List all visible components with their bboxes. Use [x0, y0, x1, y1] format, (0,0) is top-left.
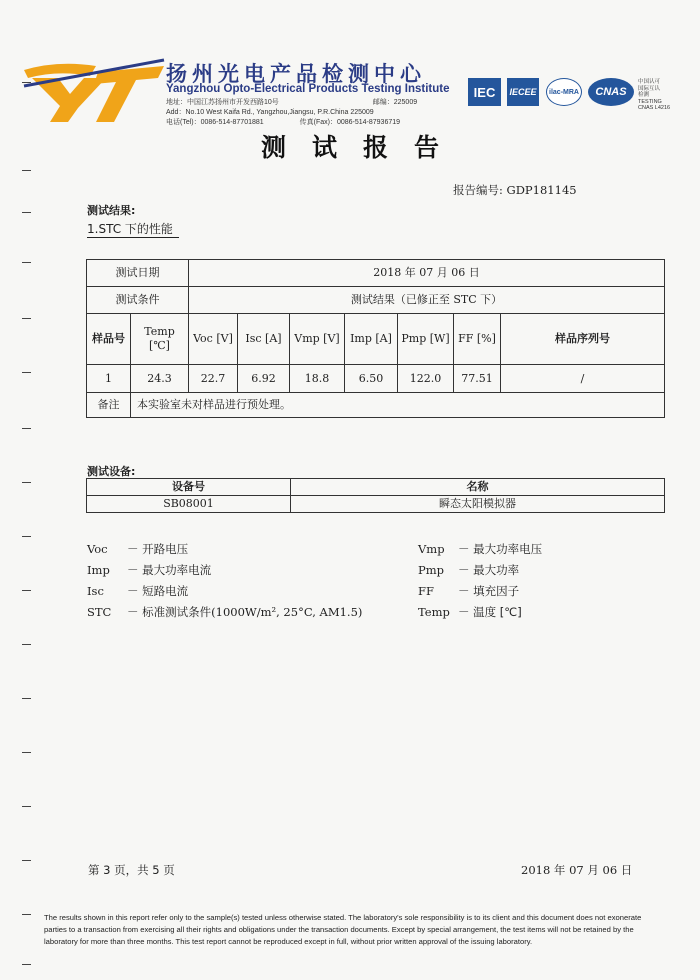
cell-pmp: 122.0 — [398, 365, 454, 393]
section-equipment-heading: 测试设备: — [87, 465, 136, 478]
cell-imp: 6.50 — [345, 365, 398, 393]
header-serial-no: 样品序列号 — [501, 314, 665, 365]
legend-vmp: Vmp － 最大功率电压 — [418, 542, 543, 556]
section-stc-heading: 1.STC 下的性能 — [87, 220, 179, 238]
cell-ff: 77.51 — [454, 365, 501, 393]
telephone: 电话(Tel)：0086-514-87701881 — [166, 119, 264, 126]
header-temp: Temp [℃] — [131, 314, 189, 365]
iec-logo: IEC — [468, 78, 501, 106]
legend-pmp: Pmp － 最大功率 — [418, 563, 520, 577]
test-condition-label: 测试条件 — [87, 287, 189, 314]
cnas-logo: CNAS — [588, 78, 634, 106]
cell-voc: 22.7 — [189, 365, 238, 393]
header-ff: FF [%] — [454, 314, 501, 365]
table-row — [87, 496, 665, 513]
cell-sample-no: 1 — [87, 365, 131, 393]
disclaimer-text: The results shown in this report refer only to the sample(s) tested unless otherwise stated. The laboratory's sole responsibility is to its client and this document does not exonerate parties to a transaction from exercising all their rights and obligations under the transaction documents. Except by special arrangement, the test items will not be retained by the laboratory for more than three months. This test report cannot be reproduced except in full, without prior written approval of the issuing laboratory. — [44, 913, 642, 946]
header-voc: Voc [V] — [189, 314, 238, 365]
legend-ff: FF － 填充因子 — [418, 584, 520, 598]
header-sample-no: 样品号 — [87, 314, 131, 365]
fax: 传真(Fax)：0086-514-87936719 — [299, 119, 401, 126]
equipment-table — [86, 478, 665, 513]
remark-label: 备注 — [87, 393, 131, 418]
header-imp: Imp [A] — [345, 314, 398, 365]
header-pmp: Pmp [W] — [398, 314, 454, 365]
report-number: 报告编号: GDP181145 — [453, 183, 577, 197]
ilac-mra-logo: ilac-MRA — [546, 78, 582, 106]
header-vmp: Vmp [V] — [290, 314, 345, 365]
contact-line — [166, 117, 400, 127]
legend-temp: Temp － 温度 [℃] — [418, 605, 522, 619]
header-equipment-no: 设备号 — [87, 479, 291, 496]
footer-date: 2018 年 07 月 06 日 — [521, 863, 633, 877]
test-date-value: 2018 年 07 月 06 日 — [189, 260, 665, 287]
address-cn: 地址：中国江苏扬州市开发西路10号 — [166, 99, 279, 106]
address-line-cn — [166, 97, 417, 107]
test-date-label: 测试日期 — [87, 260, 189, 287]
results-table — [86, 259, 665, 418]
test-condition-value: 测试结果（已修正至 STC 下） — [189, 287, 665, 314]
postcode: 邮编：225009 — [372, 99, 418, 106]
legend-voc: Voc － 开路电压 — [87, 542, 189, 556]
yt-logo-icon — [18, 56, 168, 126]
cell-equipment-no: SB08001 — [87, 496, 291, 513]
report-title: 测试报告 — [260, 133, 465, 162]
header-equipment-name: 名称 — [291, 479, 665, 496]
remark-value: 本实验室未对样品进行预处理。 — [131, 393, 665, 418]
legend-imp: Imp － 最大功率电流 — [87, 563, 212, 577]
cell-temp: 24.3 — [131, 365, 189, 393]
institute-name-en: Yangzhou Opto-Electrical Products Testing Institute — [166, 83, 450, 95]
legend-stc: STC － 标准测试条件(1000W/m², 25°C, AM1.5) — [87, 605, 363, 619]
iecee-logo: IECEE — [507, 78, 539, 106]
header-isc: Isc [A] — [238, 314, 290, 365]
cnas-accreditation-text: 中国认可 国际互认 检测 TESTING CNAS L4216 — [638, 79, 671, 112]
legend-isc: Isc － 短路电流 — [87, 584, 189, 598]
cell-isc: 6.92 — [238, 365, 290, 393]
table-row — [87, 365, 665, 393]
cell-equipment-name: 瞬态太阳模拟器 — [291, 496, 665, 513]
institute-name-cn: 扬州光电产品检测中心 — [166, 62, 426, 86]
address-en: Add：No.10 West Kaifa Rd., Yangzhou,Jiangsu, P.R.China 225009 — [166, 109, 374, 116]
section-results-heading: 测试结果: — [87, 204, 136, 217]
page-number: 第 3 页，共 5 页 — [88, 863, 175, 877]
cell-serial-no: / — [501, 365, 665, 393]
cell-vmp: 18.8 — [290, 365, 345, 393]
